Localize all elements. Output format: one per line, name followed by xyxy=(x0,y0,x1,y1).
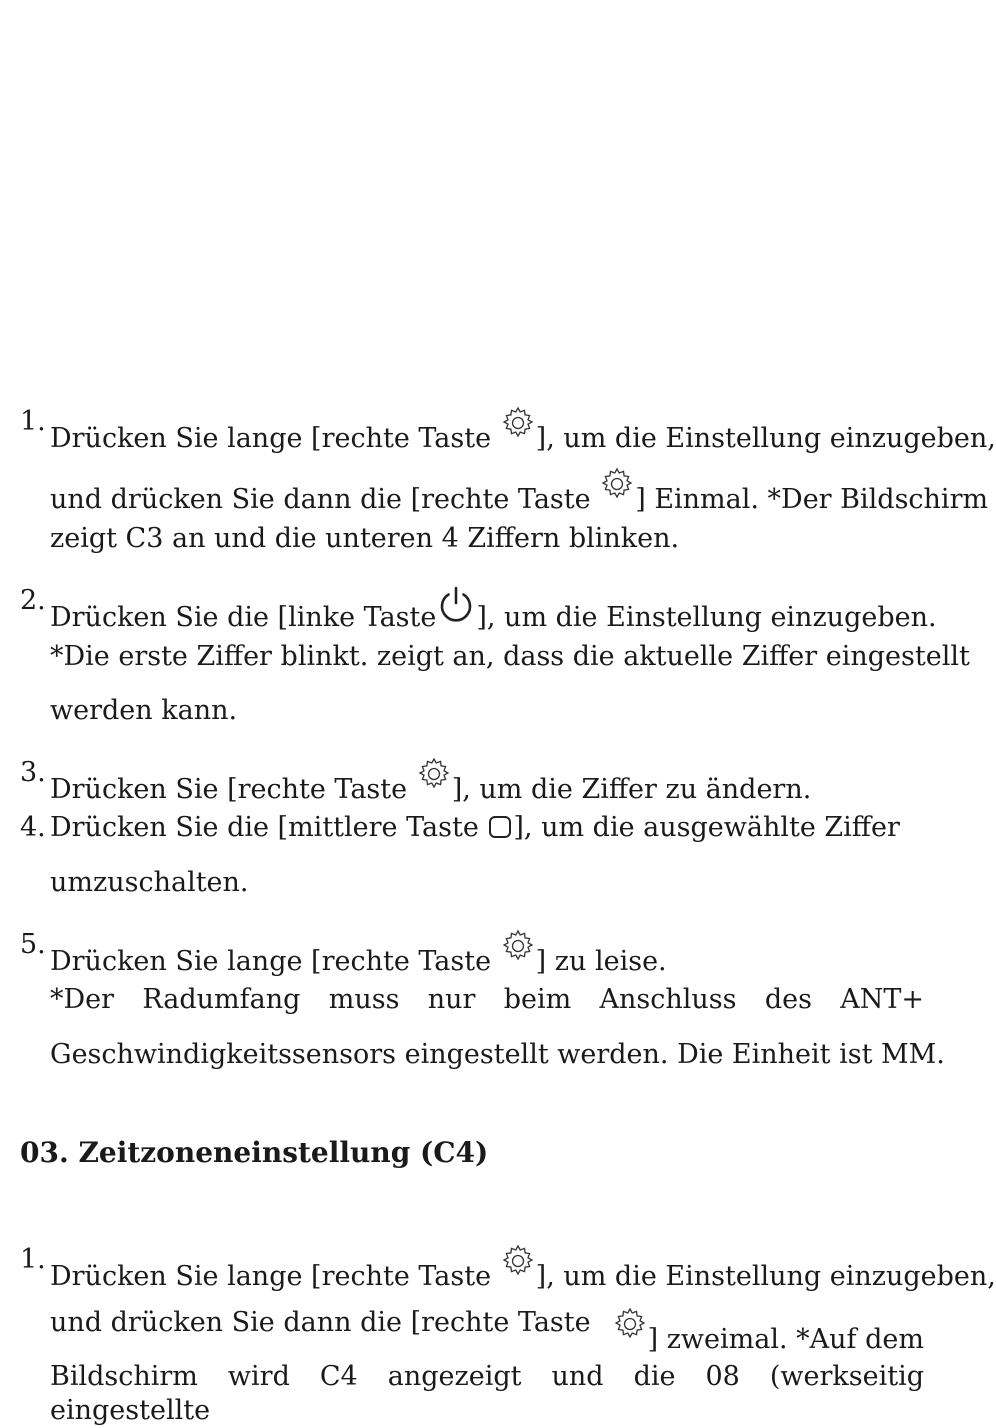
note-line: *Der Radumfang muss nur beim Anschluss des ANT+ xyxy=(50,984,924,1015)
list-number: 2. xyxy=(20,585,46,616)
square-button-icon xyxy=(487,814,513,840)
text-segment: ], um die Einstellung einzugeben, xyxy=(535,1261,996,1292)
list-item-line xyxy=(50,811,900,845)
text-segment: Drücken Sie die [linke Taste xyxy=(50,602,437,633)
list-item-line xyxy=(50,756,811,807)
text-segment: ] Einmal. *Der Bildschirm xyxy=(635,484,989,515)
gear-icon xyxy=(500,405,536,441)
text-segment: ], um die Einstellung einzugeben, xyxy=(535,423,996,454)
section-heading: 03. Zeitzoneneinstellung (C4) xyxy=(20,1136,489,1169)
gear-icon xyxy=(612,1306,648,1342)
list-item-line: *Die erste Ziffer blinkt. zeigt an, dass die aktuelle Ziffer eingestellt xyxy=(50,641,970,672)
text-segment: Drücken Sie lange [rechte Taste xyxy=(50,423,500,454)
text-segment: ], um die ausgewählte Ziffer xyxy=(513,812,900,843)
text-segment-wrap xyxy=(612,1306,924,1357)
text-segment: Drücken Sie die [mittlere Taste xyxy=(50,812,488,843)
list-item-line: zeigt C3 an und die unteren 4 Ziffern blinken. xyxy=(50,523,680,554)
gear-icon xyxy=(500,928,536,964)
list-item-line: Bildschirm wird C4 angezeigt und die 08 (werkseitig eingestellte xyxy=(50,1361,924,1426)
list-number: 1. xyxy=(20,1244,46,1275)
gear-icon xyxy=(416,756,452,792)
note-line: Geschwindigkeitssensors eingestellt werden. Die Einheit ist MM. xyxy=(50,1039,945,1070)
text-segment: ] zu leise. xyxy=(535,946,667,977)
text-segment: ], um die Ziffer zu ändern. xyxy=(451,774,812,805)
gear-icon xyxy=(599,466,635,502)
text-segment: Drücken Sie [rechte Taste xyxy=(50,774,416,805)
text-segment: Drücken Sie lange [rechte Taste xyxy=(50,946,500,977)
list-number: 1. xyxy=(20,406,46,437)
list-item-line xyxy=(50,1306,924,1357)
text-segment: ] zweimal. *Auf dem xyxy=(647,1324,924,1355)
list-item-line xyxy=(50,928,667,979)
gear-icon xyxy=(500,1243,536,1279)
text-segment: ], um die Einstellung einzugeben. xyxy=(476,602,937,633)
list-item-line: umzuschalten. xyxy=(50,867,249,898)
list-number: 3. xyxy=(20,757,46,788)
list-item-line xyxy=(50,466,988,517)
text-segment: und drücken Sie dann die [rechte Taste xyxy=(50,484,600,515)
text-segment: Drücken Sie lange [rechte Taste xyxy=(50,1261,500,1292)
power-icon xyxy=(436,584,476,624)
list-number: 4. xyxy=(20,812,46,843)
list-item-line xyxy=(50,405,996,456)
list-item-line xyxy=(50,584,937,635)
text-segment: und drücken Sie dann die [rechte Taste xyxy=(50,1307,591,1338)
list-number: 5. xyxy=(20,929,46,960)
list-item-line: werden kann. xyxy=(50,695,238,726)
list-item-line xyxy=(50,1243,996,1294)
